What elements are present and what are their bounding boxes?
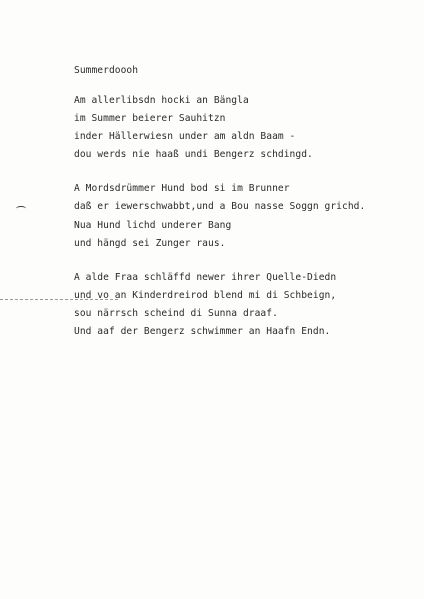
poem-line: sou närrsch scheind di Sunna draaf. <box>74 308 278 319</box>
poem-line: und hängd sei Zunger raus. <box>74 238 226 249</box>
poem-line: A alde Fraa schläffd newer ihrer Quelle-Diedn <box>74 272 337 283</box>
punch-hole-mark <box>16 206 26 211</box>
poem-line: Und aaf der Bengerz schwimmer an Haafn Endn. <box>74 326 331 337</box>
poem-line: A Mordsdrümmer Hund bod si im Brunner <box>74 183 290 194</box>
poem-line: Am allerlibsdn hocki an Bängla <box>74 95 249 106</box>
poem-line: daß er iewerschwabbt,und a Bou nasse Soggn grichd. <box>74 201 366 212</box>
poem-line: inder Hällerwiesn under am aldn Baam - <box>74 131 296 142</box>
poem-line: im Summer beierer Sauhitzn <box>74 113 226 124</box>
poem-line: und vo an Kinderdreirod blend mi di Schbeign, <box>74 290 337 301</box>
poem-line: dou werds nie haaß undi Bengerz schdingd. <box>74 149 313 160</box>
poem-line: Nua Hund lichd underer Bang <box>74 220 232 231</box>
poem-title: Summerdoooh <box>74 65 139 76</box>
